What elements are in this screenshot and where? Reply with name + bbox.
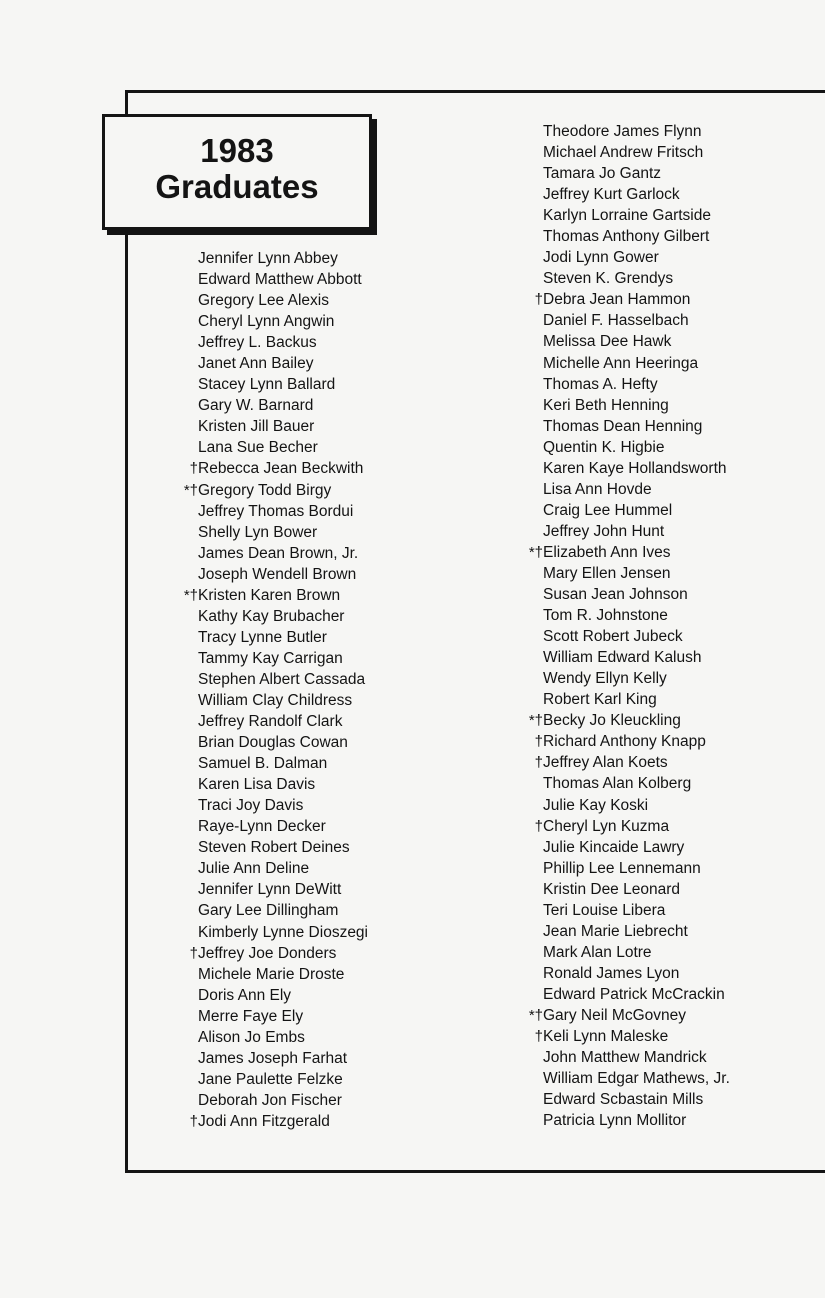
graduate-mark: †: [189, 944, 198, 962]
graduate-name: Wendy Ellyn Kelly: [543, 670, 667, 688]
graduate-mark: †: [189, 460, 198, 478]
graduate-row: [505, 689, 730, 710]
graduate-name: Cheryl Lynn Angwin: [198, 313, 335, 331]
graduate-name: Alison Jo Embs: [198, 1028, 305, 1046]
graduate-name: Kathy Kay Brubacher: [198, 607, 345, 625]
graduates-list-left: [160, 248, 368, 1132]
graduate-row: [160, 648, 368, 669]
graduate-name: Gregory Lee Alexis: [198, 292, 329, 310]
graduate-name: Julie Kincaide Lawry: [543, 838, 685, 856]
graduate-row: [505, 310, 730, 331]
graduate-row: [160, 248, 368, 269]
graduate-row: [160, 332, 368, 353]
graduate-row: [160, 290, 368, 311]
graduate-name: Jeffrey John Hunt: [543, 522, 665, 540]
graduate-row: [505, 563, 730, 584]
graduate-row: [160, 395, 368, 416]
graduate-name: Deborah Jon Fischer: [198, 1091, 342, 1109]
graduate-name: Craig Lee Hummel: [543, 501, 673, 519]
graduate-name: Joseph Wendell Brown: [198, 565, 357, 583]
graduate-row: [160, 522, 368, 543]
graduate-name: Gary Lee Dillingham: [198, 902, 339, 920]
graduate-row: [505, 668, 730, 689]
graduate-row: [505, 858, 730, 879]
graduate-row: [160, 732, 368, 753]
graduate-name: Kimberly Lynne Dioszegi: [198, 923, 369, 941]
graduate-name: Jodi Ann Fitzgerald: [198, 1112, 330, 1130]
graduate-name: Jeffrey Joe Donders: [198, 944, 337, 962]
graduate-mark: †: [534, 291, 543, 309]
frame-left-rule: [125, 90, 128, 1173]
graduate-row: [160, 922, 368, 943]
graduate-name: Edward Patrick McCrackin: [543, 985, 725, 1003]
graduate-row: [160, 269, 368, 290]
graduate-name: Ronald James Lyon: [543, 964, 680, 982]
graduate-row: [160, 690, 368, 711]
frame-top-rule: [125, 90, 825, 93]
graduate-row: [505, 1110, 730, 1131]
graduate-mark: †: [534, 1028, 543, 1046]
graduate-name: Becky Jo Kleuckling: [543, 712, 681, 730]
graduate-row: [160, 985, 368, 1006]
graduate-mark: †: [189, 1112, 198, 1130]
graduate-row: [505, 458, 730, 479]
graduate-row: [505, 795, 730, 816]
graduate-name: Karen Kaye Hollandsworth: [543, 459, 727, 477]
graduate-row: [505, 984, 730, 1005]
graduate-name: Stephen Albert Cassada: [198, 670, 366, 688]
graduate-row: [160, 458, 368, 479]
graduate-name: Jean Marie Liebrecht: [543, 922, 688, 940]
graduate-name: Jeffrey Alan Koets: [543, 754, 668, 772]
graduate-name: Janet Ann Bailey: [198, 355, 314, 373]
graduate-row: [505, 942, 730, 963]
graduate-name: Theodore James Flynn: [543, 123, 702, 140]
graduate-row: [505, 416, 730, 437]
graduate-row: [505, 395, 730, 416]
graduate-row: [160, 1048, 368, 1069]
graduate-name: Debra Jean Hammon: [543, 291, 691, 309]
graduate-name: Gregory Todd Birgy: [198, 481, 332, 499]
graduate-name: Brian Douglas Cowan: [198, 734, 348, 752]
graduate-name: Stacey Lynn Ballard: [198, 376, 336, 394]
graduate-name: Doris Ann Ely: [198, 986, 292, 1004]
graduate-name: Edward Matthew Abbott: [198, 271, 362, 289]
graduate-name: Jeffrey Thomas Bordui: [198, 502, 354, 520]
graduate-name: Julie Ann Deline: [198, 860, 310, 878]
graduate-row: [160, 1090, 368, 1111]
graduate-mark: †: [534, 733, 543, 751]
graduate-name: Jeffrey Kurt Garlock: [543, 186, 680, 204]
graduate-name: William Clay Childress: [198, 691, 353, 709]
graduate-row: [160, 753, 368, 774]
graduate-name: William Edward Kalush: [543, 649, 702, 667]
graduate-mark: †: [534, 754, 543, 772]
graduate-row: [505, 963, 730, 984]
graduate-name: Jodi Lynn Gower: [543, 249, 659, 267]
graduate-row: [505, 605, 730, 626]
graduate-row: [160, 437, 368, 458]
graduate-row: [160, 606, 368, 627]
graduate-name: Teri Louise Libera: [543, 901, 666, 919]
graduate-name: Keri Beth Henning: [543, 396, 669, 414]
graduate-mark: *†: [528, 712, 543, 730]
graduate-row: [160, 964, 368, 985]
graduate-name: Shelly Lyn Bower: [198, 523, 318, 541]
graduate-row: [505, 374, 730, 395]
graduate-row: [505, 184, 730, 205]
graduate-mark: *†: [528, 543, 543, 561]
graduate-row: [160, 1027, 368, 1048]
graduate-row: [505, 626, 730, 647]
graduate-row: [160, 669, 368, 690]
graduate-row: [505, 142, 730, 163]
graduate-row: [160, 585, 368, 606]
graduate-name: Traci Joy Davis: [198, 797, 304, 815]
graduate-name: Gary W. Barnard: [198, 397, 314, 415]
graduate-name: Tracy Lynne Butler: [198, 628, 327, 646]
graduate-row: [505, 268, 730, 289]
graduate-row: [505, 331, 730, 352]
graduate-name: Thomas A. Hefty: [543, 375, 658, 393]
graduate-row: [505, 647, 730, 668]
graduate-row: [505, 121, 730, 142]
graduate-name: John Matthew Mandrick: [543, 1049, 707, 1067]
graduate-row: [505, 816, 730, 837]
graduate-row: [160, 1069, 368, 1090]
graduate-row: [505, 163, 730, 184]
graduate-name: Lana Sue Becher: [198, 439, 318, 457]
graduate-name: Cheryl Lyn Kuzma: [543, 817, 670, 835]
graduate-name: Keli Lynn Maleske: [543, 1028, 669, 1046]
graduate-row: [160, 543, 368, 564]
graduate-name: James Dean Brown, Jr.: [198, 544, 359, 562]
graduate-name: Michelle Ann Heeringa: [543, 354, 699, 372]
graduate-row: [505, 921, 730, 942]
graduate-name: Gary Neil McGovney: [543, 1006, 686, 1024]
graduate-name: Michael Andrew Fritsch: [543, 144, 704, 162]
graduate-name: Quentin K. Higbie: [543, 438, 665, 456]
graduate-row: [160, 564, 368, 585]
graduate-name: Richard Anthony Knapp: [543, 733, 706, 751]
graduate-name: Melissa Dee Hawk: [543, 333, 672, 351]
graduate-name: Daniel F. Hasselbach: [543, 312, 689, 330]
graduate-name: Elizabeth Ann Ives: [543, 543, 671, 561]
graduate-name: Kristen Jill Bauer: [198, 418, 315, 436]
graduate-name: Patricia Lynn Mollitor: [543, 1112, 687, 1130]
graduate-row: [505, 584, 730, 605]
graduate-row: [160, 311, 368, 332]
graduate-name: Lisa Ann Hovde: [543, 480, 652, 498]
graduate-row: [160, 501, 368, 522]
graduate-name: Samuel B. Dalman: [198, 755, 328, 773]
graduate-name: Tamara Jo Gantz: [543, 165, 662, 183]
graduate-row: [505, 879, 730, 900]
graduate-row: [160, 711, 368, 732]
graduate-name: Steven K. Grendys: [543, 270, 674, 288]
graduate-name: Jeffrey L. Backus: [198, 334, 317, 352]
graduate-row: [160, 1111, 368, 1132]
title-word: Graduates: [155, 168, 319, 205]
graduate-row: [160, 858, 368, 879]
graduate-row: [160, 627, 368, 648]
graduate-name: Merre Faye Ely: [198, 1007, 304, 1025]
graduate-name: Karlyn Lorraine Gartside: [543, 207, 711, 225]
graduate-row: [160, 816, 368, 837]
graduate-name: Thomas Dean Henning: [543, 417, 703, 435]
graduate-row: [505, 1068, 730, 1089]
graduate-row: [505, 1089, 730, 1110]
graduate-mark: *†: [183, 586, 198, 604]
graduate-row: [505, 1026, 730, 1047]
graduate-row: [160, 900, 368, 921]
graduate-name: Steven Robert Deines: [198, 839, 350, 857]
graduate-name: Tammy Kay Carrigan: [198, 649, 343, 667]
graduate-row: [160, 480, 368, 501]
graduate-name: Kristin Dee Leonard: [543, 880, 680, 898]
graduate-name: Kristen Karen Brown: [198, 586, 341, 604]
graduate-name: Edward Scbastain Mills: [543, 1091, 704, 1109]
graduate-name: Tom R. Johnstone: [543, 607, 668, 625]
graduate-name: Jennifer Lynn DeWitt: [198, 881, 342, 899]
graduate-row: [505, 900, 730, 921]
title-year: 1983: [200, 132, 274, 169]
title-box: [102, 114, 372, 230]
graduate-row: [160, 1006, 368, 1027]
graduate-row: [505, 710, 730, 731]
graduate-name: Thomas Anthony Gilbert: [543, 228, 710, 246]
graduate-name: William Edgar Mathews, Jr.: [543, 1070, 730, 1088]
graduate-name: Phillip Lee Lennemann: [543, 859, 701, 877]
graduate-name: Mary Ellen Jensen: [543, 564, 671, 582]
graduate-row: [505, 752, 730, 773]
frame-bottom-rule: [125, 1170, 825, 1173]
graduate-name: Jane Paulette Felzke: [198, 1070, 343, 1088]
graduate-name: Susan Jean Johnson: [543, 586, 688, 604]
graduate-row: [505, 773, 730, 794]
graduate-name: Raye-Lynn Decker: [198, 818, 326, 836]
graduate-row: [160, 795, 368, 816]
graduate-mark: *†: [528, 1006, 543, 1024]
graduate-row: [505, 542, 730, 563]
graduate-row: [505, 226, 730, 247]
graduate-row: [160, 879, 368, 900]
graduate-mark: *†: [183, 481, 198, 499]
graduate-row: [505, 500, 730, 521]
graduate-row: [505, 437, 730, 458]
graduate-name: Rebecca Jean Beckwith: [198, 460, 364, 478]
graduate-row: [160, 774, 368, 795]
graduate-row: [160, 943, 368, 964]
graduate-row: [505, 289, 730, 310]
graduate-row: [160, 416, 368, 437]
graduate-row: [505, 353, 730, 374]
graduates-list-right: [505, 121, 730, 1131]
graduate-row: [505, 1005, 730, 1026]
graduate-name: Scott Robert Jubeck: [543, 628, 683, 646]
graduate-row: [505, 479, 730, 500]
graduate-name: Jennifer Lynn Abbey: [198, 250, 338, 267]
graduate-name: Karen Lisa Davis: [198, 776, 316, 794]
graduate-row: [505, 247, 730, 268]
graduate-name: Robert Karl King: [543, 691, 657, 709]
graduate-row: [160, 353, 368, 374]
graduate-row: [505, 837, 730, 858]
graduate-name: James Joseph Farhat: [198, 1049, 348, 1067]
graduate-row: [160, 837, 368, 858]
graduate-row: [505, 1047, 730, 1068]
graduate-name: Julie Kay Koski: [543, 796, 649, 814]
graduate-row: [505, 521, 730, 542]
graduate-row: [505, 205, 730, 226]
graduate-name: Michele Marie Droste: [198, 965, 345, 983]
graduate-name: Jeffrey Randolf Clark: [198, 713, 343, 731]
graduate-row: [505, 731, 730, 752]
graduate-row: [160, 374, 368, 395]
graduate-mark: †: [534, 817, 543, 835]
graduate-name: Mark Alan Lotre: [543, 943, 652, 961]
graduate-name: Thomas Alan Kolberg: [543, 775, 692, 793]
